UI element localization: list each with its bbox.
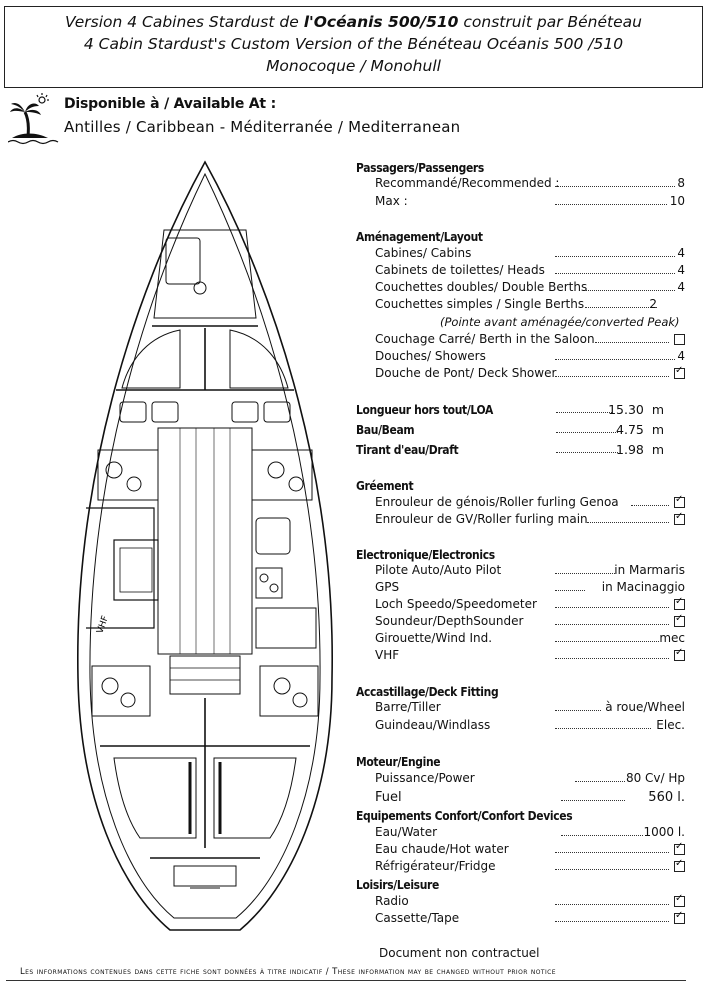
row-wind: Girouette/Wind Ind. mec [375, 631, 685, 645]
fridge-checkbox [674, 861, 685, 872]
genoa-checkbox [674, 497, 685, 508]
section-electronics: Electronique/Electronics [356, 547, 495, 562]
row-beam: Bau/Beam 4.75 m [356, 422, 664, 437]
row-hot-water: Eau chaude/Hot water ✓ [375, 842, 685, 858]
section-engine: Moteur/Engine [356, 754, 441, 769]
boat-layout-plan [70, 158, 340, 958]
row-showers: Douches/ Showers 4 [375, 349, 685, 363]
document-note: Document non contractuel [379, 946, 540, 960]
row-loa: Longueur hors tout/LOA 15.30 m [356, 402, 664, 417]
row-single-berths: Couchettes simples / Single Berths 2 [375, 297, 657, 311]
row-fridge: Réfrigérateur/Fridge ✓ [375, 859, 685, 875]
title-box [4, 6, 703, 88]
vhf-checkbox [674, 650, 685, 661]
row-cabins: Cabines/ Cabins 4 [375, 246, 685, 260]
row-tape: Cassette/Tape ✓ [375, 911, 685, 927]
row-heads: Cabinets de toilettes/ Heads 4 [375, 263, 685, 277]
single-berths-note: (Pointe avant aménagée/converted Peak) [440, 315, 680, 329]
row-max: Max : 10 [375, 194, 685, 208]
depth-checkbox [674, 616, 685, 627]
row-power: Puissance/Power 80 Cv/ Hp [375, 771, 685, 785]
main-checkbox [674, 514, 685, 525]
section-leisure: Loisirs/Leisure [356, 877, 439, 892]
row-gps: GPS in Macinaggio [375, 580, 685, 594]
row-genoa: Enrouleur de génois/Roller furling Genoa ✓ [375, 495, 685, 511]
title-line-2: 4 Cabin Stardust's Custom Version of the Bénéteau Océanis 500 /510 [83, 35, 624, 53]
row-recommended: Recommandé/Recommended : 8 [375, 176, 685, 190]
availability-places: Antilles / Caribbean - Méditerranée / Mediterranean [64, 118, 461, 136]
hot-water-checkbox [674, 844, 685, 855]
plan-vhf-label: VHF [95, 614, 112, 636]
radio-checkbox [674, 896, 685, 907]
row-fuel: Fuel 560 l. [375, 790, 685, 805]
availability-heading: Disponible à / Available At : [64, 96, 276, 112]
title-line-3: Monocoque / Monohull [266, 57, 441, 75]
availability-block [8, 92, 528, 152]
section-layout: Aménagement/Layout [356, 229, 483, 244]
palm-island-icon [8, 92, 62, 146]
section-comfort: Equipements Confort/Confort Devices [356, 808, 573, 823]
row-depth: Soundeur/DepthSounder ✓ [375, 614, 685, 630]
row-windlass: Guindeau/Windlass Elec. [375, 718, 685, 732]
row-radio: Radio ✓ [375, 894, 685, 910]
row-water: Eau/Water 1000 l. [375, 825, 685, 839]
row-vhf: VHF ✓ [375, 648, 685, 664]
footer-divider [6, 980, 686, 981]
saloon-berth-checkbox [674, 334, 685, 345]
row-autopilot: Pilote Auto/Auto Pilot in Marmaris [375, 563, 685, 577]
speedo-checkbox [674, 599, 685, 610]
row-draft: Tirant d'eau/Draft 1.98 m [356, 442, 664, 457]
row-saloon-berth: Couchage Carré/ Berth in the Saloon [375, 332, 685, 348]
row-double-berths: Couchettes doubles/ Double Berths 4 [375, 280, 685, 294]
row-main: Enrouleur de GV/Roller furling main ✓ [375, 512, 685, 528]
section-deck-fitting: Accastillage/Deck Fitting [356, 684, 499, 699]
tape-checkbox [674, 913, 685, 924]
row-speedo: Loch Speedo/Speedometer ✓ [375, 597, 685, 613]
section-passengers: Passagers/Passengers [356, 160, 484, 175]
row-deck-shower: Douche de Pont/ Deck Shower ✓ [375, 366, 685, 382]
section-rigging: Gréement [356, 478, 414, 493]
title-line-1: Version 4 Cabines Stardust de l'Océanis 500/510 construit par Bénéteau [65, 13, 642, 31]
deck-shower-checkbox [674, 368, 685, 379]
row-tiller: Barre/Tiller à roue/Wheel [375, 700, 685, 714]
footer-disclaimer: Les informations contenues dans cette fiche sont données à titre indicatif / These information may be changed without prior notice [20, 967, 556, 977]
